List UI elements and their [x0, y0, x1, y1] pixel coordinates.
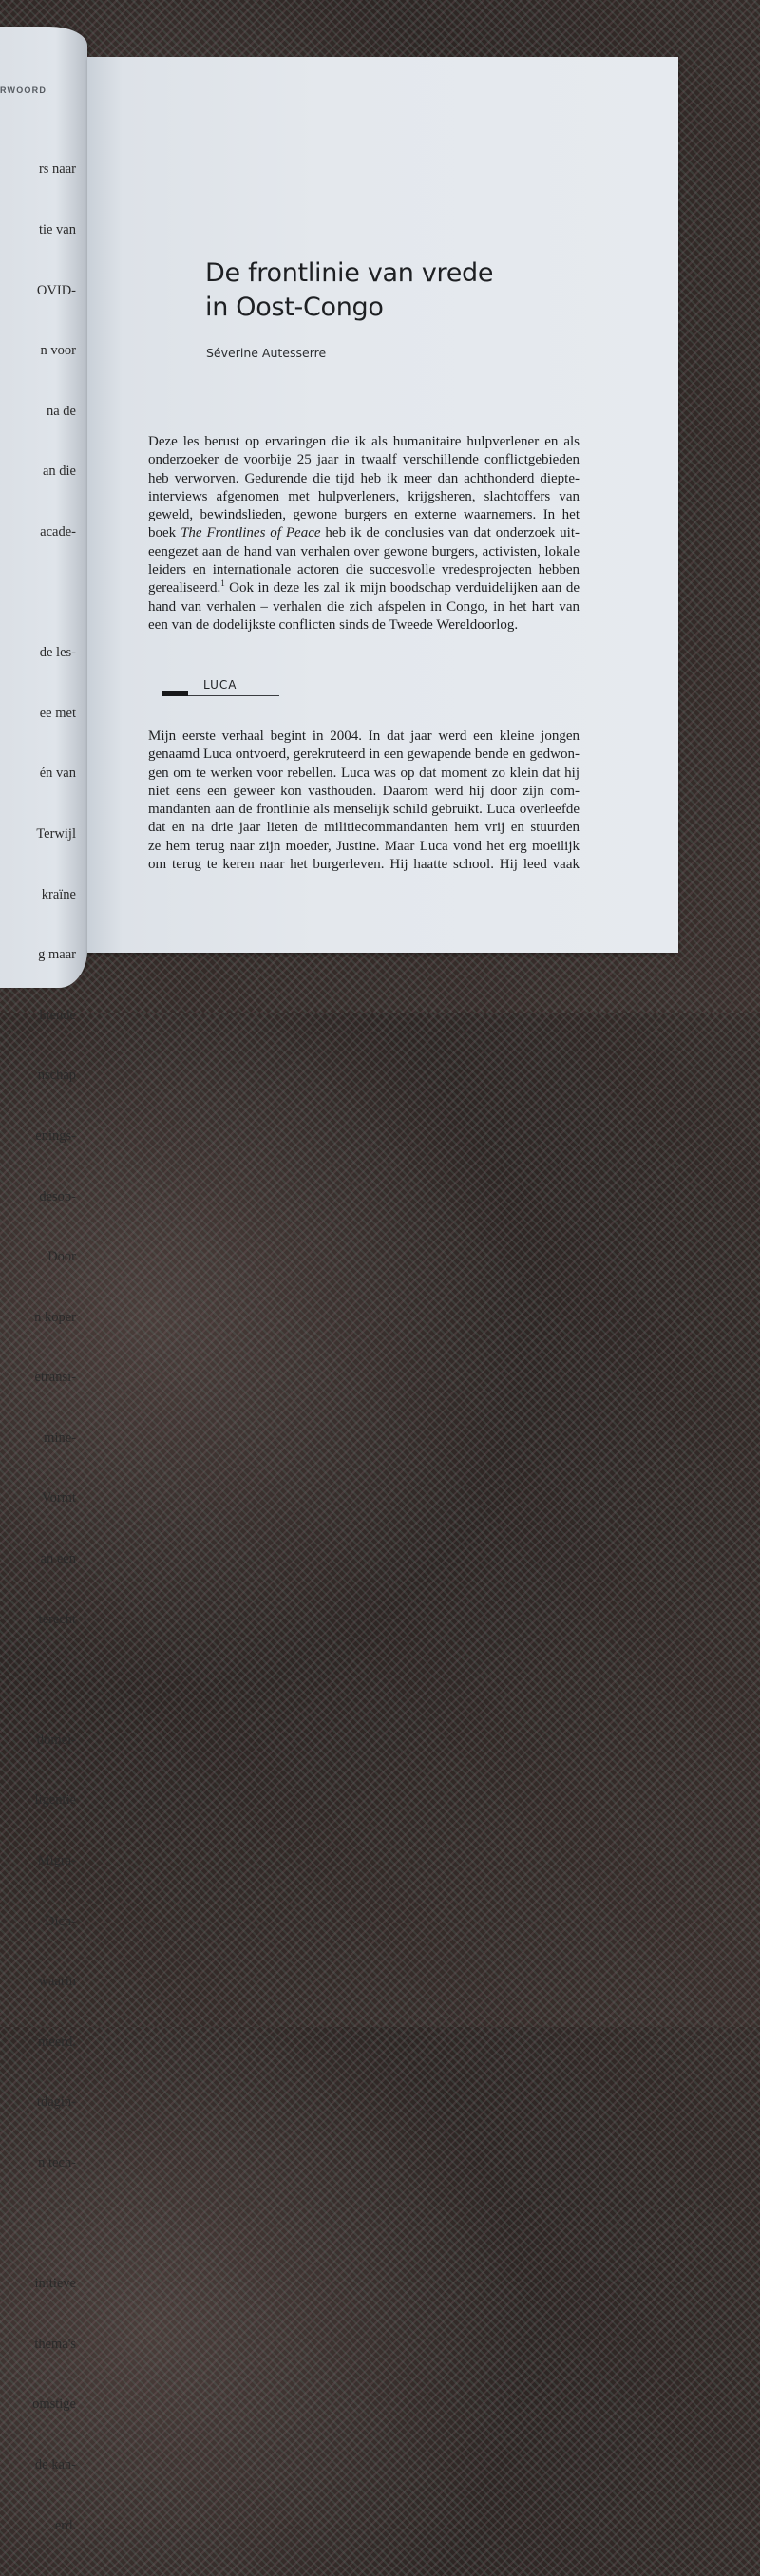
left-line: nteerd. [38, 2034, 76, 2050]
left-line: erd. [54, 2517, 76, 2533]
left-line: . Dich- [37, 1913, 76, 1929]
left-line: n koper [34, 1309, 76, 1325]
chapter-title [205, 256, 493, 325]
left-line: waarin [38, 1974, 76, 1990]
text-line: een van de dodelijkste conflicten sinds de Tweede Wereldoorlog. [148, 616, 519, 633]
right-page [87, 57, 678, 953]
footnote-marker[interactable]: 1 [220, 578, 225, 589]
text-fragment: Ook in deze les zal ik mijn boodschap verduidelijken aan de [224, 580, 580, 597]
text-fragment: boek [148, 525, 181, 541]
left-line: én van [39, 766, 76, 782]
left-line: Vormt [42, 1490, 76, 1506]
left-line: de kan- [34, 2456, 76, 2472]
left-line: an een [40, 1551, 76, 1567]
left-line [32, 583, 76, 603]
left-line: tie van [38, 222, 76, 237]
luca-paragraph [148, 728, 580, 874]
text-line: Deze les berust op ervaringen die ik als humanitaire hulpverlener en als [148, 434, 580, 449]
left-line: htende [39, 1007, 76, 1023]
text-line: leiders en internationale actoren die succesvolle vredesprojecten hebben [148, 562, 580, 578]
left-line: Migra- [37, 1853, 76, 1869]
left-line: na de [47, 403, 76, 419]
left-line: . Door [40, 1249, 76, 1265]
left-line: n tech- [38, 2155, 76, 2170]
text-fragment: heb ik de conclusies van dat onderzoek uit- [320, 525, 580, 541]
left-page [0, 27, 87, 2533]
text-line: dat en na drie jaar lieten de militiecommandanten hem vrij en stuurden [148, 820, 580, 836]
text-line: om terug te keren naar het burgerleven. Hij haatte school. Hij leed vaak [148, 857, 580, 873]
text-line: genaamd Luca ontvoerd, gerekruteerd in een gewapende bende en gedwon- [148, 747, 580, 763]
text-fragment: gerealiseerd. [148, 580, 221, 597]
text-line: geweld, bewindslieden, gewone burgers en externe waarnemers. In het [148, 507, 580, 523]
text-line [148, 524, 580, 542]
text-line: hand van verhalen – verhalen die zich afspelen in Congo, in het hart van [148, 598, 580, 615]
left-line: ee met [39, 705, 76, 721]
left-line: initieve [34, 2276, 76, 2292]
left-line [32, 1670, 76, 1690]
text-line: mandanten aan de frontlinie als menselijk schild gebruikt. Luca overleefde [148, 802, 580, 818]
left-line: terecht [38, 1611, 76, 1627]
left-line: mine- [44, 1430, 76, 1446]
chapter-title-line-2: in Oost-Congo [205, 293, 384, 322]
text-line: eengezet aan de hand van verhalen over gewone burgers, activisten, lokale [148, 543, 580, 559]
left-line: ligentie [34, 1792, 76, 1809]
left-line: tdagin- [36, 2094, 76, 2111]
chapter-author: Séverine Autesserre [206, 346, 327, 360]
left-line: g maar [38, 947, 76, 963]
text-line: Mijn eerste verhaal begint in 2004. In dat jaar werd een kleine jongen [148, 729, 580, 744]
intro-paragraph [148, 433, 580, 635]
chapter-title-line-1: De frontlinie van vrede [205, 258, 494, 288]
text-line: interviews afgenomen met hulpverleners, krijgsheren, slachtoffers van [148, 488, 580, 504]
left-line: de les- [39, 645, 76, 661]
text-line: ze hem terug naar zijn moeder, Justine. Maar Luca vond het erg moeilijk [148, 838, 580, 854]
text-line: heb verworven. Gedurende die tijd heb ik meer dan achthonderd diepte- [148, 470, 580, 486]
left-line: thema's [34, 2336, 76, 2352]
left-line: Terwijl [36, 825, 76, 842]
left-line [32, 2214, 76, 2234]
text-line: gen om te werken voor rebellen. Luca was op dat moment zo klein dat hij [148, 765, 580, 781]
text-line: niet eens een geweer kon vasthouden. Daarom werd hij door zijn com- [148, 783, 580, 799]
book-title: The Frontlines of Peace [180, 525, 321, 541]
left-line: desop- [39, 1188, 76, 1204]
text-line: onderzoeker de voorbije 25 jaar in twaalf verschillende conflictgebieden [148, 452, 580, 468]
left-line: OVID- [36, 282, 76, 298]
left-line: rs naar [38, 161, 76, 178]
text-line [148, 579, 580, 597]
left-line: an die [42, 464, 76, 480]
left-line: domei- [36, 1732, 76, 1748]
left-line: acade- [40, 523, 76, 540]
left-page-text [32, 120, 76, 2576]
left-line: n voor [40, 343, 76, 359]
section-bar-decoration [162, 691, 188, 696]
left-running-header: RWOORD [0, 85, 48, 95]
left-line: omstige [32, 2396, 76, 2413]
section-heading-label: LUCA [203, 678, 238, 691]
section-heading [162, 678, 279, 696]
left-line: nschap [37, 1068, 76, 1084]
left-line: kraïne [41, 886, 76, 902]
left-line: enings- [35, 1127, 76, 1144]
left-line: etransi- [34, 1370, 76, 1386]
